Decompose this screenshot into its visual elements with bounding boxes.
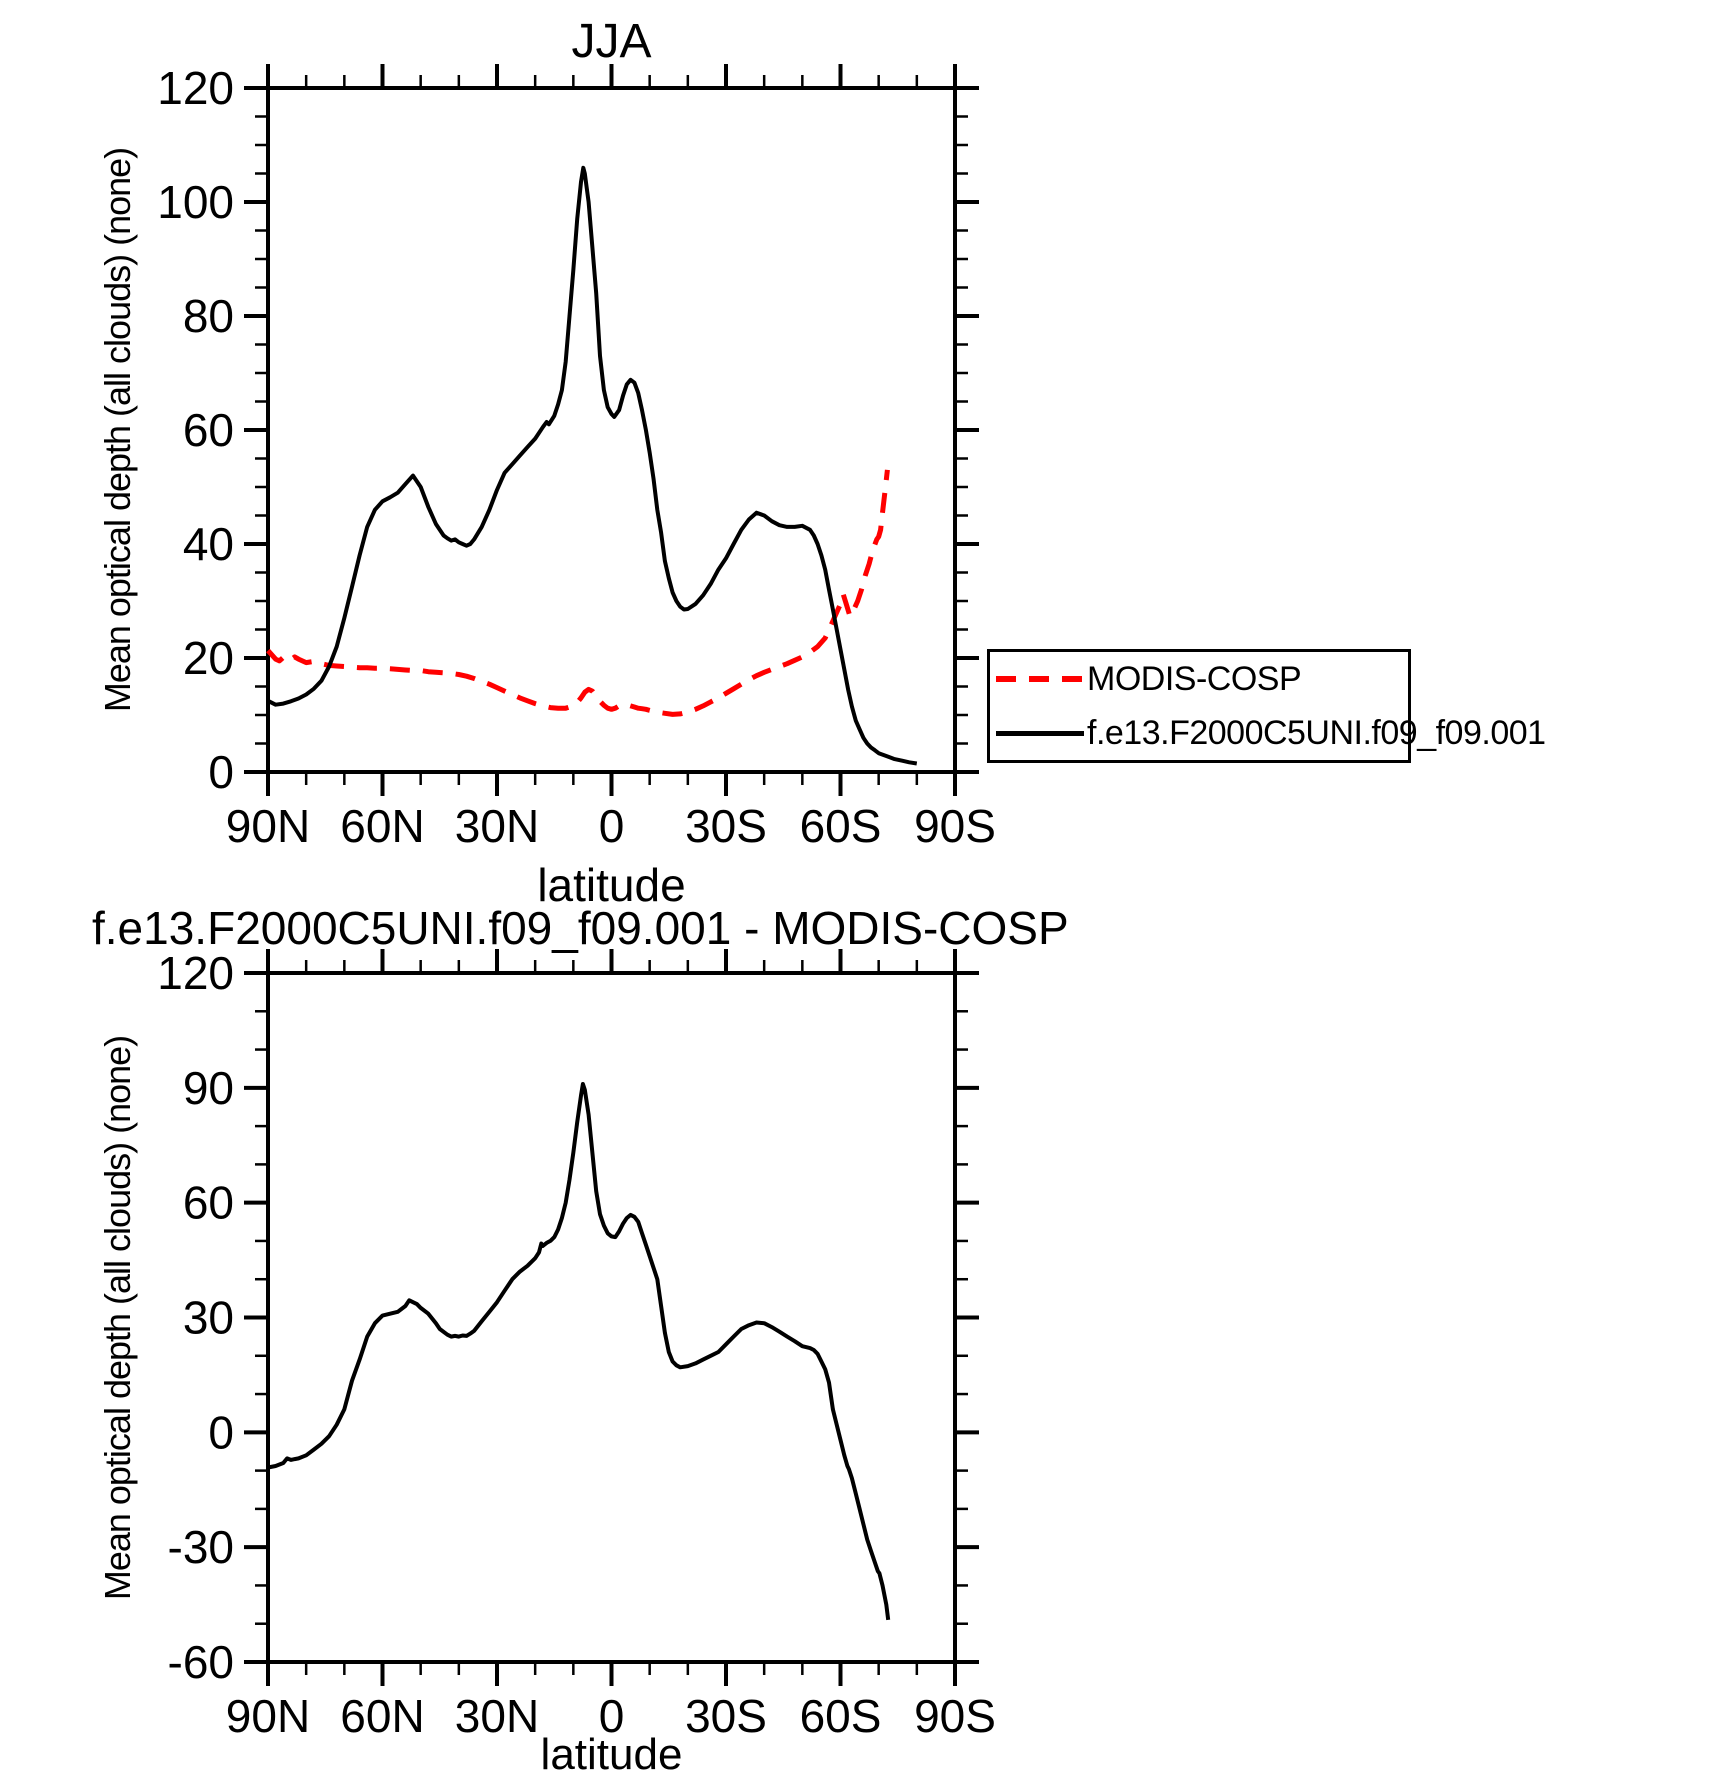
y-tick-label: 40	[182, 518, 234, 570]
x-tick-label: 90N	[225, 800, 311, 852]
legend-entry-model	[990, 706, 1546, 760]
top-plot-title: JJA	[571, 15, 652, 68]
legend-dashed-red-line-icon	[996, 676, 1084, 682]
x-tick-label: 30N	[454, 1690, 540, 1742]
x-tick-label: 30S	[685, 800, 767, 852]
series-line-f-e13-f2000c5uni-f09-f09-001	[268, 168, 917, 764]
top-plot-y-axis-label: Mean optical depth (all clouds) (none)	[97, 147, 138, 713]
y-tick-label: 20	[182, 632, 234, 684]
y-tick-label: 120	[157, 947, 234, 999]
series-line-f-e13-f2000c5uni-f09-f09-001-modis-cosp	[268, 1084, 888, 1620]
y-tick-label: 90	[182, 1061, 234, 1114]
legend-solid-black-line-icon	[996, 731, 1084, 736]
x-tick-label: 60S	[799, 800, 882, 852]
x-tick-label: 60N	[340, 1690, 425, 1742]
bottom-plot-title: f.e13.F2000C5UNI.f09_f09.001 - MODIS-COSP	[92, 902, 1069, 954]
series-line-modis-cosp	[268, 470, 887, 715]
y-tick-label: 120	[157, 62, 234, 114]
y-tick-label: 0	[208, 746, 234, 798]
x-tick-label: 90N	[225, 1690, 311, 1742]
y-tick-label: 60	[182, 404, 234, 456]
top-plot-x-axis-label: latitude	[537, 859, 686, 911]
x-tick-label: 30S	[685, 1690, 767, 1742]
x-tick-label: 90S	[914, 800, 996, 852]
x-tick-label: 90S	[914, 1690, 996, 1742]
y-tick-label: 100	[157, 176, 234, 228]
x-tick-label: 30N	[454, 800, 540, 852]
x-tick-label: 0	[598, 800, 625, 852]
plot-frame	[268, 973, 955, 1662]
bottom-plot-y-axis-label: Mean optical depth (all clouds) (none)	[97, 1035, 138, 1601]
legend-box	[987, 649, 1546, 763]
y-tick-label: 80	[182, 290, 234, 342]
legend-label-model: f.e13.F2000C5UNI.f09_f09.001	[1087, 713, 1546, 752]
y-tick-label: -30	[167, 1521, 234, 1574]
y-tick-label: 60	[182, 1176, 234, 1229]
x-tick-label: 60S	[799, 1690, 882, 1742]
y-tick-label: 30	[182, 1291, 234, 1344]
legend-entry-modis-cosp	[990, 652, 1408, 706]
y-tick-label: -60	[167, 1636, 234, 1688]
x-tick-label: 60N	[340, 800, 425, 852]
x-tick-label: 0	[598, 1690, 625, 1742]
y-tick-label: 0	[208, 1406, 234, 1459]
legend-label-modis-cosp: MODIS-COSP	[1087, 659, 1302, 698]
bottom-plot-x-axis-label: latitude	[540, 1730, 683, 1777]
